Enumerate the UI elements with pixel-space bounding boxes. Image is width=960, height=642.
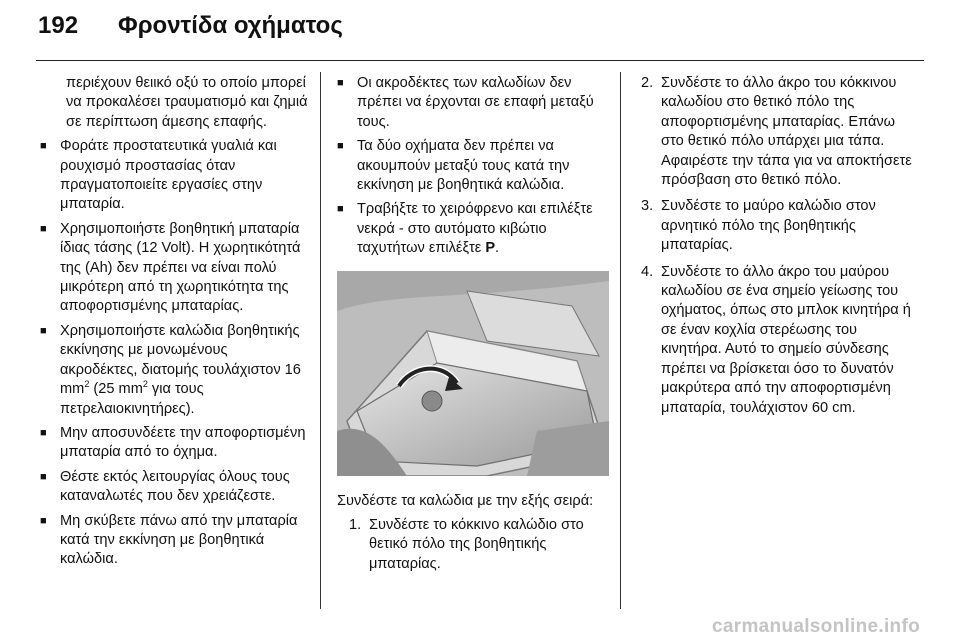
bullet-item: ■ Φοράτε προστατευτικά γυαλιά και ρουχισμό προστασίας όταν πραγματοποιείτε εργασίες στην μπαταρία. [40, 137, 308, 215]
step-item [349, 516, 609, 574]
bullet-item: ■ Τα δύο οχήματα δεν πρέπει να ακουμπούν μεταξύ τους κατά την εκκίνηση με βοηθητικά καλώδια. [337, 137, 609, 195]
column-divider-1 [320, 72, 321, 609]
bullet-item-gear [337, 200, 609, 258]
column-divider-2 [620, 72, 621, 609]
gear-text: Τραβήξτε το χειρόφρενο και επιλέξτε νεκρά - στο αυτόματο κιβώτιο ταχυτήτων επιλέξτε [357, 201, 593, 257]
bullet-item: ■ Χρησιμοποιήστε βοηθητική μπαταρία ίδιας τάσης (12 Volt). Η χωρητικότητά της (Ah) δεν πρέπει να είναι πολύ μικρότερη από τη χωρητικότητα της αποφορτισμένης μπαταρίας. [40, 220, 308, 317]
gear-label: P [485, 240, 496, 257]
step-text: Συνδέστε το άλλο άκρο του μαύρου καλωδίου σε ένα σημείο γείωσης του οχήματος, όπως στο μπλοκ κινητήρα ή σε έναν κοχλία στερέωσης του κινητήρα. Αυτό το σημείο σύνδεσης πρέπει να βρίσκεται όσο το δυνατόν μακρύτερα από την αποφορτισμένη μπαταρία, τουλάχιστον 60 cm. [661, 263, 911, 416]
step-item [641, 197, 913, 255]
step-number: 1. [349, 517, 362, 534]
step-text: Συνδέστε το άλλο άκρο του κόκκινου καλωδίου στο θετικό πόλο της αποφορτισμένης μπαταρίας. Επάνω στο θετικό πόλο υπάρχει μια τάπα. Αφαιρέστε την τάπα για να αποκτήσετε πρόσβαση στο θετικό πόλο. [661, 75, 912, 189]
step-number: 3. [641, 198, 654, 215]
step-item [641, 74, 913, 190]
column-2 [337, 74, 609, 581]
cable-text: για τους πετρελαιοκινητήρες). [60, 381, 204, 417]
battery-illustration [337, 271, 609, 476]
bullet-item: ■ Μη σκύβετε πάνω από την μπαταρία κατά την εκκίνηση με βοηθητικά καλώδια. [40, 512, 308, 570]
bullet-item-cables [40, 322, 308, 419]
header-rule [36, 60, 924, 61]
battery-photo-icon [337, 271, 609, 476]
step-text: Συνδέστε το κόκκινο καλώδιο στο θετικό πόλο της βοηθητικής μπαταρίας. [369, 517, 584, 572]
bullet-item: ■ Μην αποσυνδέετε την αποφορτισμένη μπαταρία από το όχημα. [40, 424, 308, 463]
cable-text: Χρησιμοποιήστε καλώδια βοηθητικής εκκίνησης με μονωμένους ακροδέκτες, διατομής τουλάχιστον 16 mm [60, 322, 301, 398]
bullet-item: ■ Θέστε εκτός λειτουργίας όλους τους καταναλωτές που δεν χρειάζεστε. [40, 468, 308, 507]
column-1 [40, 74, 308, 575]
step-item [641, 263, 913, 418]
column-3 [641, 74, 913, 425]
gear-end: . [495, 240, 500, 257]
cable-text: (25 mm [89, 381, 143, 398]
step-number: 4. [641, 263, 654, 280]
step-text: Συνδέστε το μαύρο καλώδιο στον αρνητικό πόλο της βοηθητικής μπαταρίας. [661, 198, 876, 254]
step-number: 2. [641, 75, 654, 91]
page-header [0, 0, 960, 62]
page-title: Φροντίδα οχήματος [118, 12, 343, 39]
superscript: 2 [142, 379, 148, 390]
continuation-text: περιέχουν θειικό οξύ το οποίο μπορεί να προκαλέσει τραυματισμό και ζημιά σε περίπτωση άμεσης επαφής. [66, 75, 308, 130]
connect-intro: Συνδέστε τα καλώδια με την εξής σειρά: [337, 492, 594, 509]
page-number: 192 [38, 12, 79, 39]
bullet-item: ■ Οι ακροδέκτες των καλωδίων δεν πρέπει να έρχονται σε επαφή μεταξύ τους. [337, 74, 609, 132]
watermark: carmanualsonline.info [712, 616, 920, 637]
superscript: 2 [84, 379, 90, 390]
